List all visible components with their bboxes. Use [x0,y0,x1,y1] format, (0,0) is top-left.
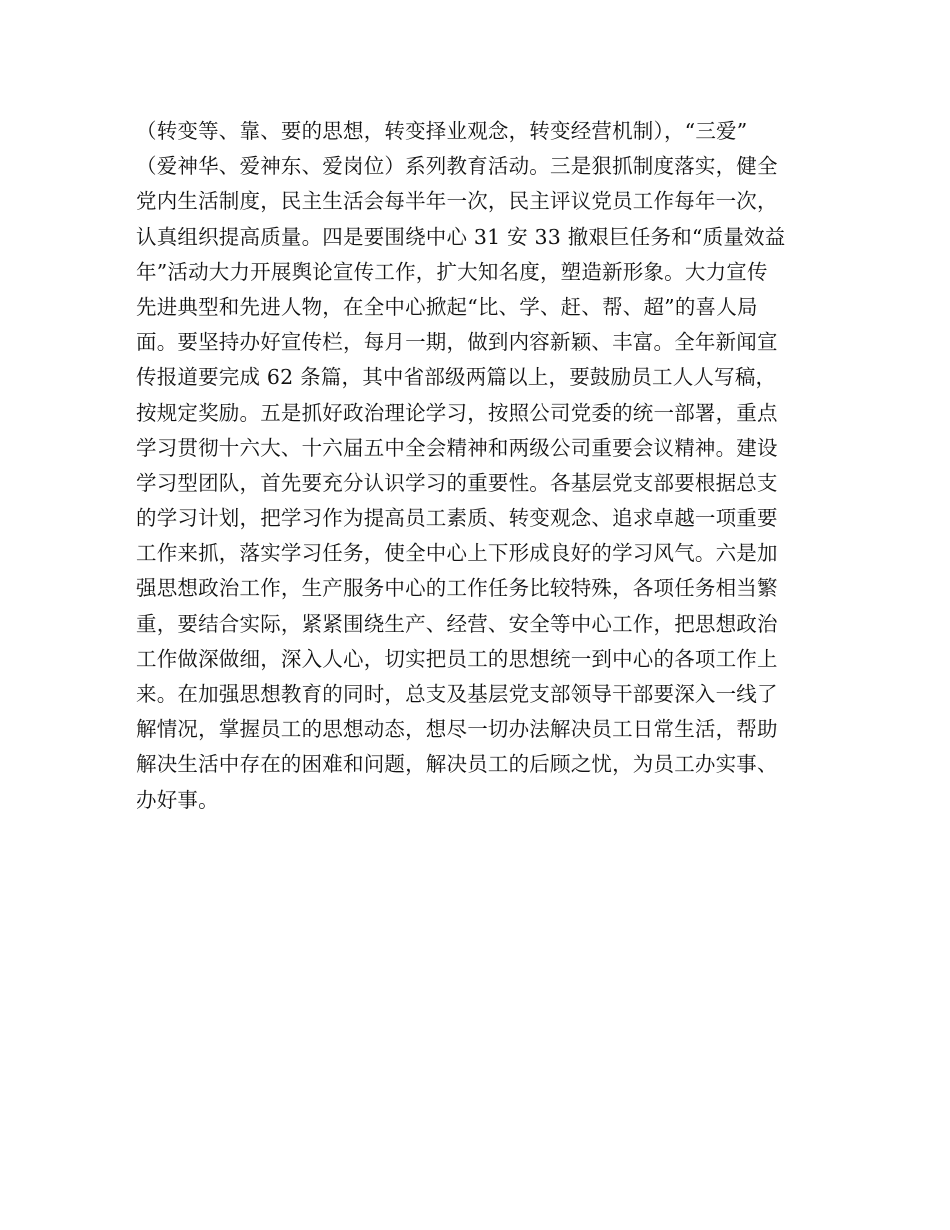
text-line: 先进典型和先进人物，在全中心掀起“比、学、赶、帮、超”的喜人局 [136,294,758,319]
text-line: 学习型团队，首先要充分认识学习的重要性。各基层党支部要根据总支 [136,470,778,495]
text-line: 工作做深做细，深入人心，切实把员工的思想统一到中心的各项工作上 [136,646,778,671]
text-line: 学习贯彻十六大、十六届五中全会精神和两级公司重要会议精神。建设 [136,435,778,460]
text-line: 强思想政治工作，生产服务中心的工作任务比较特殊，各项任务相当繁 [136,576,778,601]
text-line: 工作来抓，落实学习任务，使全中心上下形成良好的学习风气。六是加 [136,541,778,566]
text-line: 解决生活中存在的困难和问题，解决员工的后顾之忧，为员工办实事、 [136,752,778,777]
text-line: （转变等、靠、要的思想，转变择业观念，转变经营机制），“三爱” [136,119,748,143]
text-line: 办好事。 [136,787,219,812]
text-line: 年”活动大力开展舆论宣传工作，扩大知名度，塑造新形象。大力宣传 [136,259,768,284]
text-line: 解情况，掌握员工的思想动态，想尽一切办法解决员工日常生活，帮助 [136,717,778,742]
text-line: 来。在加强思想教育的同时，总支及基层党支部领导干部要深入一线了 [136,682,778,706]
text-line: 认真组织提高质量。四是要围绕中心 31 安 33 撤艰巨任务和“质量效益 [136,224,786,249]
body-paragraph [136,114,826,818]
text-line: 党内生活制度，民主生活会每半年一次，民主评议党员工作每年一次， [136,189,778,214]
text-line: 重，要结合实际，紧紧围绕生产、经营、安全等中心工作，把思想政治 [136,611,778,636]
text-line: 面。要坚持办好宣传栏，每月一期，做到内容新颖、丰富。全年新闻宣 [136,330,778,355]
text-line: 按规定奖励。五是抓好政治理论学习，按照公司党委的统一部署，重点 [136,400,778,425]
text-line: 传报道要完成 62 条篇，其中省部级两篇以上，要鼓励员工人人写稿， [136,365,777,390]
text-line: （爱神华、爱神东、爱岗位）系列教育活动。三是狠抓制度落实，健全 [136,154,778,179]
text-line: 的学习计划，把学习作为提高员工素质、转变观念、追求卓越一项重要 [136,506,778,531]
